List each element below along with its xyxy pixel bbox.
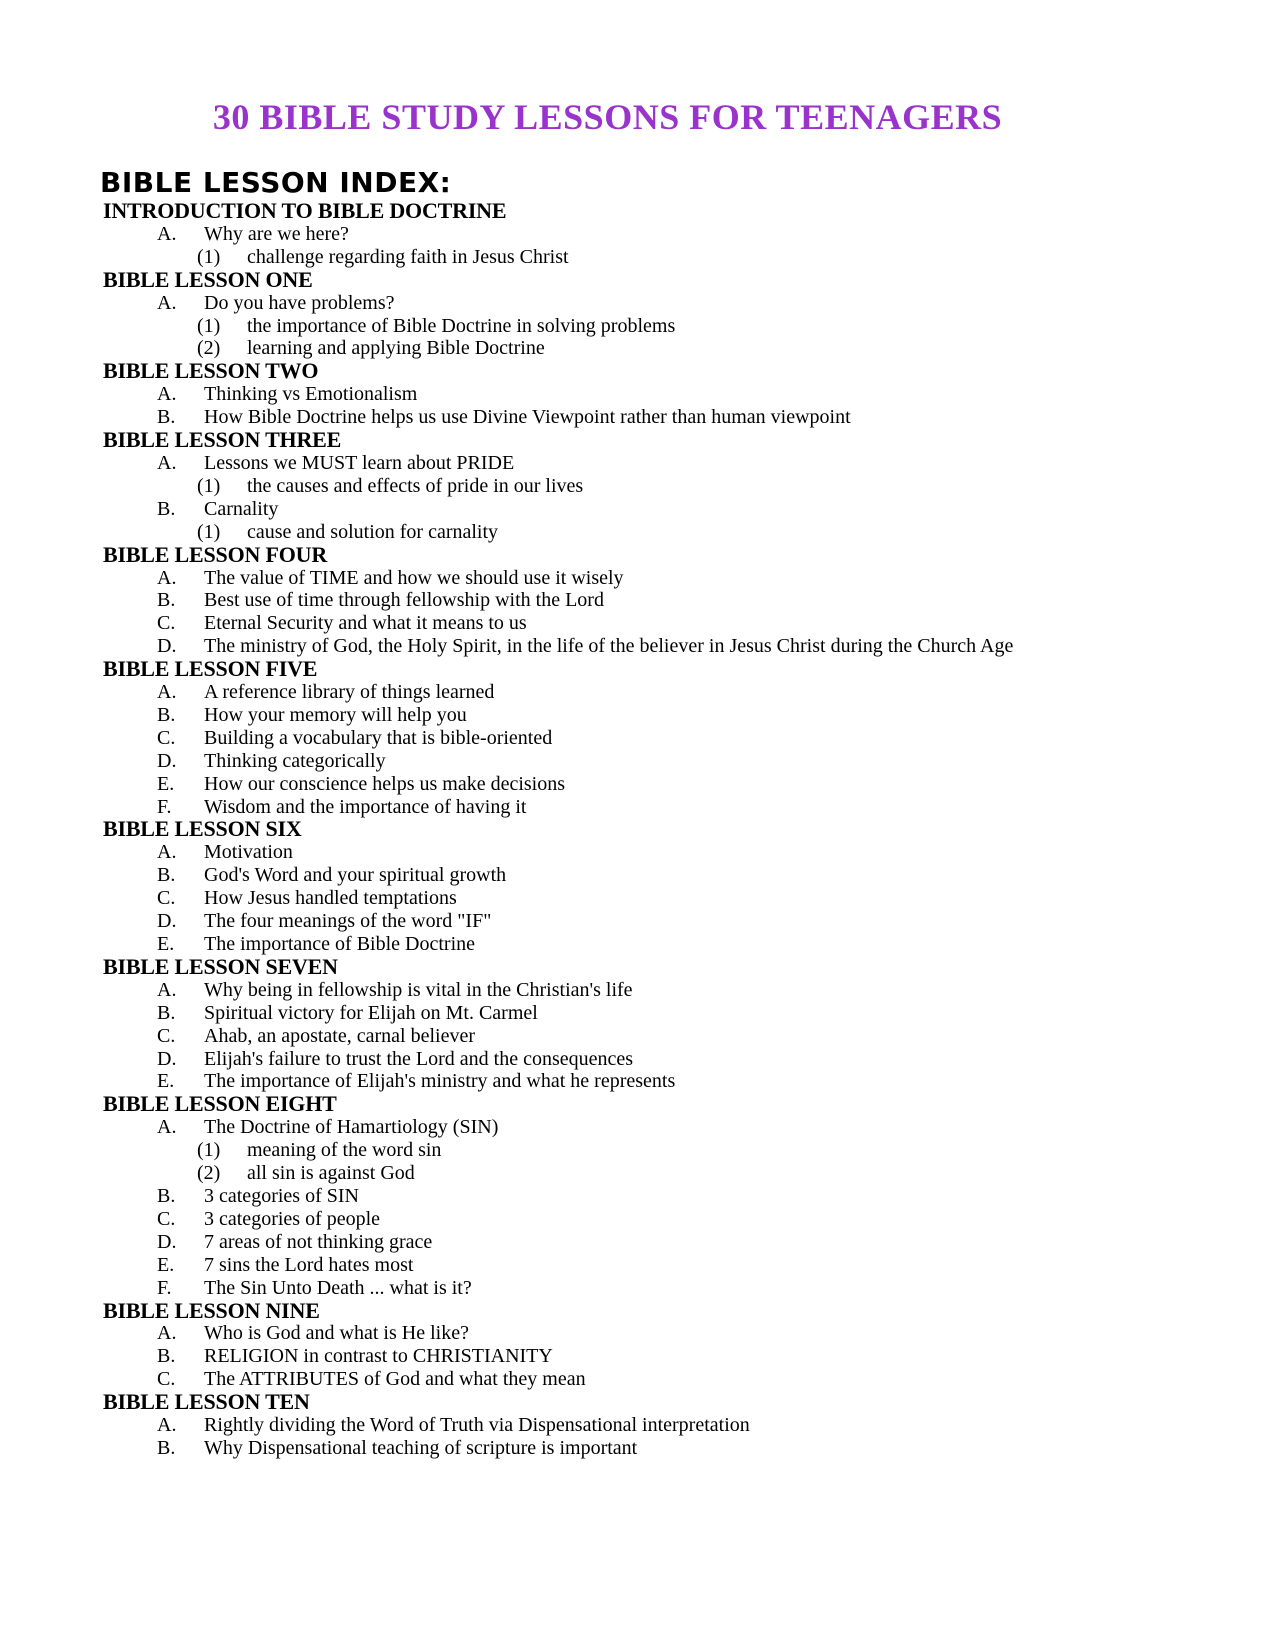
lesson-items [100,681,1205,818]
outline-item [100,1277,1205,1300]
outline-item-marker: D. [157,635,177,658]
outline-item [100,727,1205,750]
outline-item-marker: (1) [197,520,221,543]
lesson-section [100,1391,1205,1460]
outline-item-marker: B. [157,1184,176,1207]
outline-item [100,1116,1205,1139]
outline-item [100,337,1205,360]
outline-item [100,864,1205,887]
outline-item-text: all sin is against God [247,1162,415,1185]
outline-item-marker: E. [157,933,175,955]
outline-item-marker: F. [157,1276,172,1299]
outline-item-marker: D. [157,1230,177,1253]
outline-item-marker: (1) [197,1139,221,1162]
outline-item-text: meaning of the word sin [247,1139,442,1162]
outline-item-marker: C. [157,1024,176,1047]
outline-item [100,796,1205,819]
lesson-section-title: BIBLE LESSON SEVEN [103,953,338,979]
outline-item [100,910,1205,933]
outline-item-marker: F. [157,795,172,818]
lesson-section [100,429,1205,544]
outline-item-text: The Doctrine of Hamartiology (SIN) [204,1116,499,1139]
outline-item-text: The Sin Unto Death ... what is it? [204,1276,472,1299]
outline-item-text: The importance of Bible Doctrine [204,933,476,955]
outline-item [100,1070,1205,1093]
outline-item-text: Spiritual victory for Elijah on Mt. Carmel [204,1001,538,1024]
outline-item-text: Building a vocabulary that is bible-oriented [204,726,553,749]
outline-item [100,475,1205,498]
outline-item-marker: D. [157,1047,177,1070]
outline-item-marker: B. [157,589,176,612]
lesson-section [100,266,1205,361]
outline-item-text: Thinking categorically [204,749,386,772]
outline-item [100,589,1205,612]
outline-item-marker: C. [157,612,176,635]
outline-item-text: Eternal Security and what it means to us [204,612,527,635]
lesson-items [100,979,1205,1094]
outline-item-text: The ministry of God, the Holy Spirit, in the life of the believer in Jesus Christ during the Church Age [204,635,1014,658]
outline-item [100,521,1205,544]
outline-item-text: the importance of Bible Doctrine in solving problems [247,314,676,337]
outline-item-text: Who is God and what is He like? [204,1322,469,1345]
outline-item-marker: (2) [197,337,221,360]
outline-item [100,315,1205,338]
outline-item [100,1048,1205,1071]
outline-item [100,704,1205,727]
outline-item [100,452,1205,475]
outline-item-text: How Bible Doctrine helps us use Divine Viewpoint rather than human viewpoint [204,406,851,429]
lesson-section [100,1093,1205,1299]
outline-item [100,1368,1205,1391]
lesson-section-title: BIBLE LESSON ONE [103,266,313,292]
outline-item-marker: A. [157,1116,177,1139]
lesson-section [100,541,1205,659]
lesson-items [100,383,1205,429]
outline-item-marker: C. [157,887,176,910]
outline-item [100,841,1205,864]
outline-item [100,406,1205,429]
outline-item [100,1322,1205,1345]
outline-item-marker: A. [157,222,177,245]
lesson-section [100,818,1205,955]
outline-item-text: cause and solution for carnality [247,520,499,543]
outline-item-marker: A. [157,383,177,406]
outline-item-text: learning and applying Bible Doctrine [247,337,545,360]
outline-item [100,1002,1205,1025]
outline-item-text: How our conscience helps us make decisions [204,772,566,795]
index-heading: BIBLE LESSON INDEX: [100,166,452,199]
outline-item-marker: C. [157,1368,176,1391]
outline-item-marker: C. [157,726,176,749]
outline-item-marker: B. [157,1345,176,1368]
outline-item-text: 7 areas of not thinking grace [204,1230,433,1253]
outline-item [100,750,1205,773]
outline-item-marker: A. [157,451,177,474]
outline-item-text: Motivation [204,841,293,864]
outline-item-marker: A. [157,1322,177,1345]
lesson-section-title: BIBLE LESSON TEN [103,1389,310,1415]
outline-item [100,498,1205,521]
outline-item-marker: B. [157,864,176,887]
outline-item-marker: B. [157,703,176,726]
lesson-section [100,200,1205,269]
outline-item-text: Do you have problems? [204,291,395,314]
page-title: 30 BIBLE STUDY LESSONS FOR TEENAGERS [212,97,1003,137]
outline-item-text: The four meanings of the word "IF" [204,910,492,933]
outline-item [100,979,1205,1002]
outline-item-text: Wisdom and the importance of having it [204,795,527,818]
lesson-section [100,360,1205,429]
lesson-section-title: INTRODUCTION TO BIBLE DOCTRINE [103,198,507,223]
outline-item [100,246,1205,269]
outline-item-text: Why Dispensational teaching of scripture is important [204,1436,638,1459]
outline-item-marker: E. [157,772,175,795]
outline-item [100,1162,1205,1185]
lesson-items [100,1116,1205,1299]
outline-item-marker: A. [157,291,177,314]
outline-item-marker: A. [157,841,177,864]
outline-item [100,292,1205,315]
outline-item-text: How Jesus handled temptations [204,887,457,910]
outline-item [100,933,1205,956]
outline-item-text: How your memory will help you [204,703,467,726]
outline-item-marker: E. [157,1253,175,1276]
outline-item [100,1437,1205,1460]
outline-item-text: RELIGION in contrast to CHRISTIANITY [204,1345,553,1368]
outline-item-marker: (1) [197,245,221,268]
outline-item-text: The ATTRIBUTES of God and what they mean [204,1368,586,1391]
lesson-section-title: BIBLE LESSON THREE [103,427,342,453]
lesson-sections-container [100,200,1205,1460]
outline-item-text: Best use of time through fellowship with the Lord [204,589,604,612]
outline-item [100,612,1205,635]
lesson-items [100,1414,1205,1460]
outline-item-text: 3 categories of SIN [204,1184,359,1207]
lesson-section-title: BIBLE LESSON SIX [103,816,302,842]
lesson-section [100,953,1205,1093]
outline-item-marker: D. [157,910,177,933]
outline-item-text: Why being in fellowship is vital in the Christian's life [204,978,633,1001]
lesson-items [100,841,1205,956]
outline-item [100,681,1205,704]
lesson-section-title: BIBLE LESSON TWO [103,358,319,384]
outline-item [100,1254,1205,1277]
outline-item-text: The value of TIME and how we should use it wisely [204,566,624,589]
outline-item [100,567,1205,590]
outline-item-marker: (1) [197,314,221,337]
outline-item [100,1208,1205,1231]
outline-item [100,887,1205,910]
lesson-section-title: BIBLE LESSON EIGHT [103,1091,337,1117]
outline-item-marker: D. [157,749,177,772]
outline-item-marker: A. [157,681,177,704]
outline-item-text: Ahab, an apostate, carnal believer [204,1024,475,1047]
outline-item [100,1025,1205,1048]
lesson-section [100,1297,1205,1392]
outline-item-text: God's Word and your spiritual growth [204,864,507,887]
outline-item [100,635,1205,658]
lesson-section-title: BIBLE LESSON FIVE [103,656,318,682]
outline-item-text: Lessons we MUST learn about PRIDE [204,451,515,474]
outline-item-text: Elijah's failure to trust the Lord and the consequences [204,1047,634,1070]
outline-item [100,1345,1205,1368]
lesson-items [100,292,1205,361]
outline-item-text: Carnality [204,497,279,520]
outline-item-marker: (2) [197,1162,221,1185]
outline-item-text: the causes and effects of pride in our lives [247,474,584,497]
outline-item [100,1231,1205,1254]
outline-item [100,1185,1205,1208]
outline-item [100,1139,1205,1162]
outline-item-marker: A. [157,566,177,589]
outline-item-text: 7 sins the Lord hates most [204,1253,414,1276]
outline-item [100,773,1205,796]
lesson-items [100,1322,1205,1391]
outline-item-marker: B. [157,497,176,520]
outline-item-marker: E. [157,1070,175,1093]
outline-item-marker: B. [157,1001,176,1024]
lesson-items [100,567,1205,659]
outline-item-marker: C. [157,1207,176,1230]
outline-item-text: 3 categories of people [204,1207,381,1230]
lesson-items [100,452,1205,544]
outline-item-marker: A. [157,1414,177,1437]
outline-item-text: The importance of Elijah's ministry and what he represents [204,1070,676,1093]
lesson-items [100,223,1205,269]
lesson-section-title: BIBLE LESSON FOUR [103,541,328,567]
outline-item-text: Why are we here? [204,222,349,245]
outline-item [100,223,1205,246]
outline-item-marker: B. [157,1436,176,1459]
outline-item-marker: (1) [197,474,221,497]
outline-item-text: A reference library of things learned [204,681,495,704]
outline-item [100,1414,1205,1437]
outline-item [100,383,1205,406]
outline-item-text: challenge regarding faith in Jesus Christ [247,245,569,268]
lesson-section [100,658,1205,818]
outline-item-text: Thinking vs Emotionalism [204,383,418,406]
outline-item-text: Rightly dividing the Word of Truth via Dispensational interpretation [204,1414,750,1437]
outline-item-marker: B. [157,406,176,429]
lesson-section-title: BIBLE LESSON NINE [103,1297,320,1323]
outline-item-marker: A. [157,978,177,1001]
